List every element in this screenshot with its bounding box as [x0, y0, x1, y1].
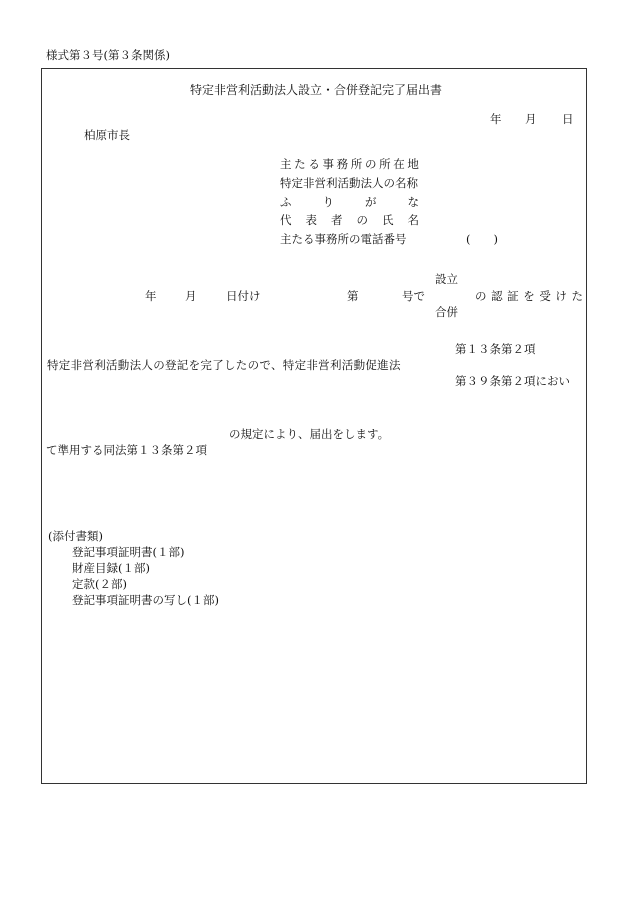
cert-tail: の 認 証 を 受 け た: [475, 289, 583, 303]
cert-month: 月: [185, 289, 197, 303]
option-gappei: 合併: [435, 305, 458, 319]
phone-label: 主たる事務所の電話番号: [280, 232, 407, 246]
form-number: 様式第３号(第３条関係): [46, 48, 170, 62]
furigana-label: ふ り が な: [280, 195, 419, 209]
date-day: 日: [562, 112, 574, 126]
option-article-39-cont: て準用する同法第１３条第２項: [46, 443, 207, 457]
date-year: 年: [490, 112, 502, 126]
phone-parens: ( ): [466, 232, 498, 246]
completion-text: 特定非営利活動法人の登記を完了したので、特定非営利活動促進法: [47, 358, 401, 372]
cert-no-prefix: 第: [347, 289, 359, 303]
attachments-heading: (添付書類): [48, 529, 103, 543]
attachment-item: 財産目録(１部): [72, 561, 150, 575]
corp-name-label: 特定非営利活動法人の名称: [280, 176, 418, 190]
addressee: 柏原市長: [84, 128, 130, 142]
option-article-39: 第３９条第２項におい: [455, 374, 570, 388]
date-month: 月: [525, 112, 537, 126]
form-title: 特定非営利活動法人設立・合併登記完了届出書: [190, 83, 443, 97]
cert-year: 年: [145, 289, 157, 303]
office-address-label: 主 た る 事 務 所 の 所 在 地: [280, 157, 419, 171]
closing-text: の規定により、届出をします。: [229, 427, 390, 441]
cert-no-suffix: 号で: [402, 289, 425, 303]
option-setsuritsu: 設立: [435, 272, 458, 286]
cert-date-suffix: 日付け: [226, 289, 261, 303]
option-article-13: 第１３条第２項: [455, 342, 536, 356]
representative-label: 代 表 者 の 氏 名: [280, 213, 419, 227]
attachment-item: 定款(２部): [72, 577, 127, 591]
attachment-item: 登記事項証明書の写し(１部): [72, 593, 219, 607]
attachment-item: 登記事項証明書(１部): [72, 545, 185, 559]
